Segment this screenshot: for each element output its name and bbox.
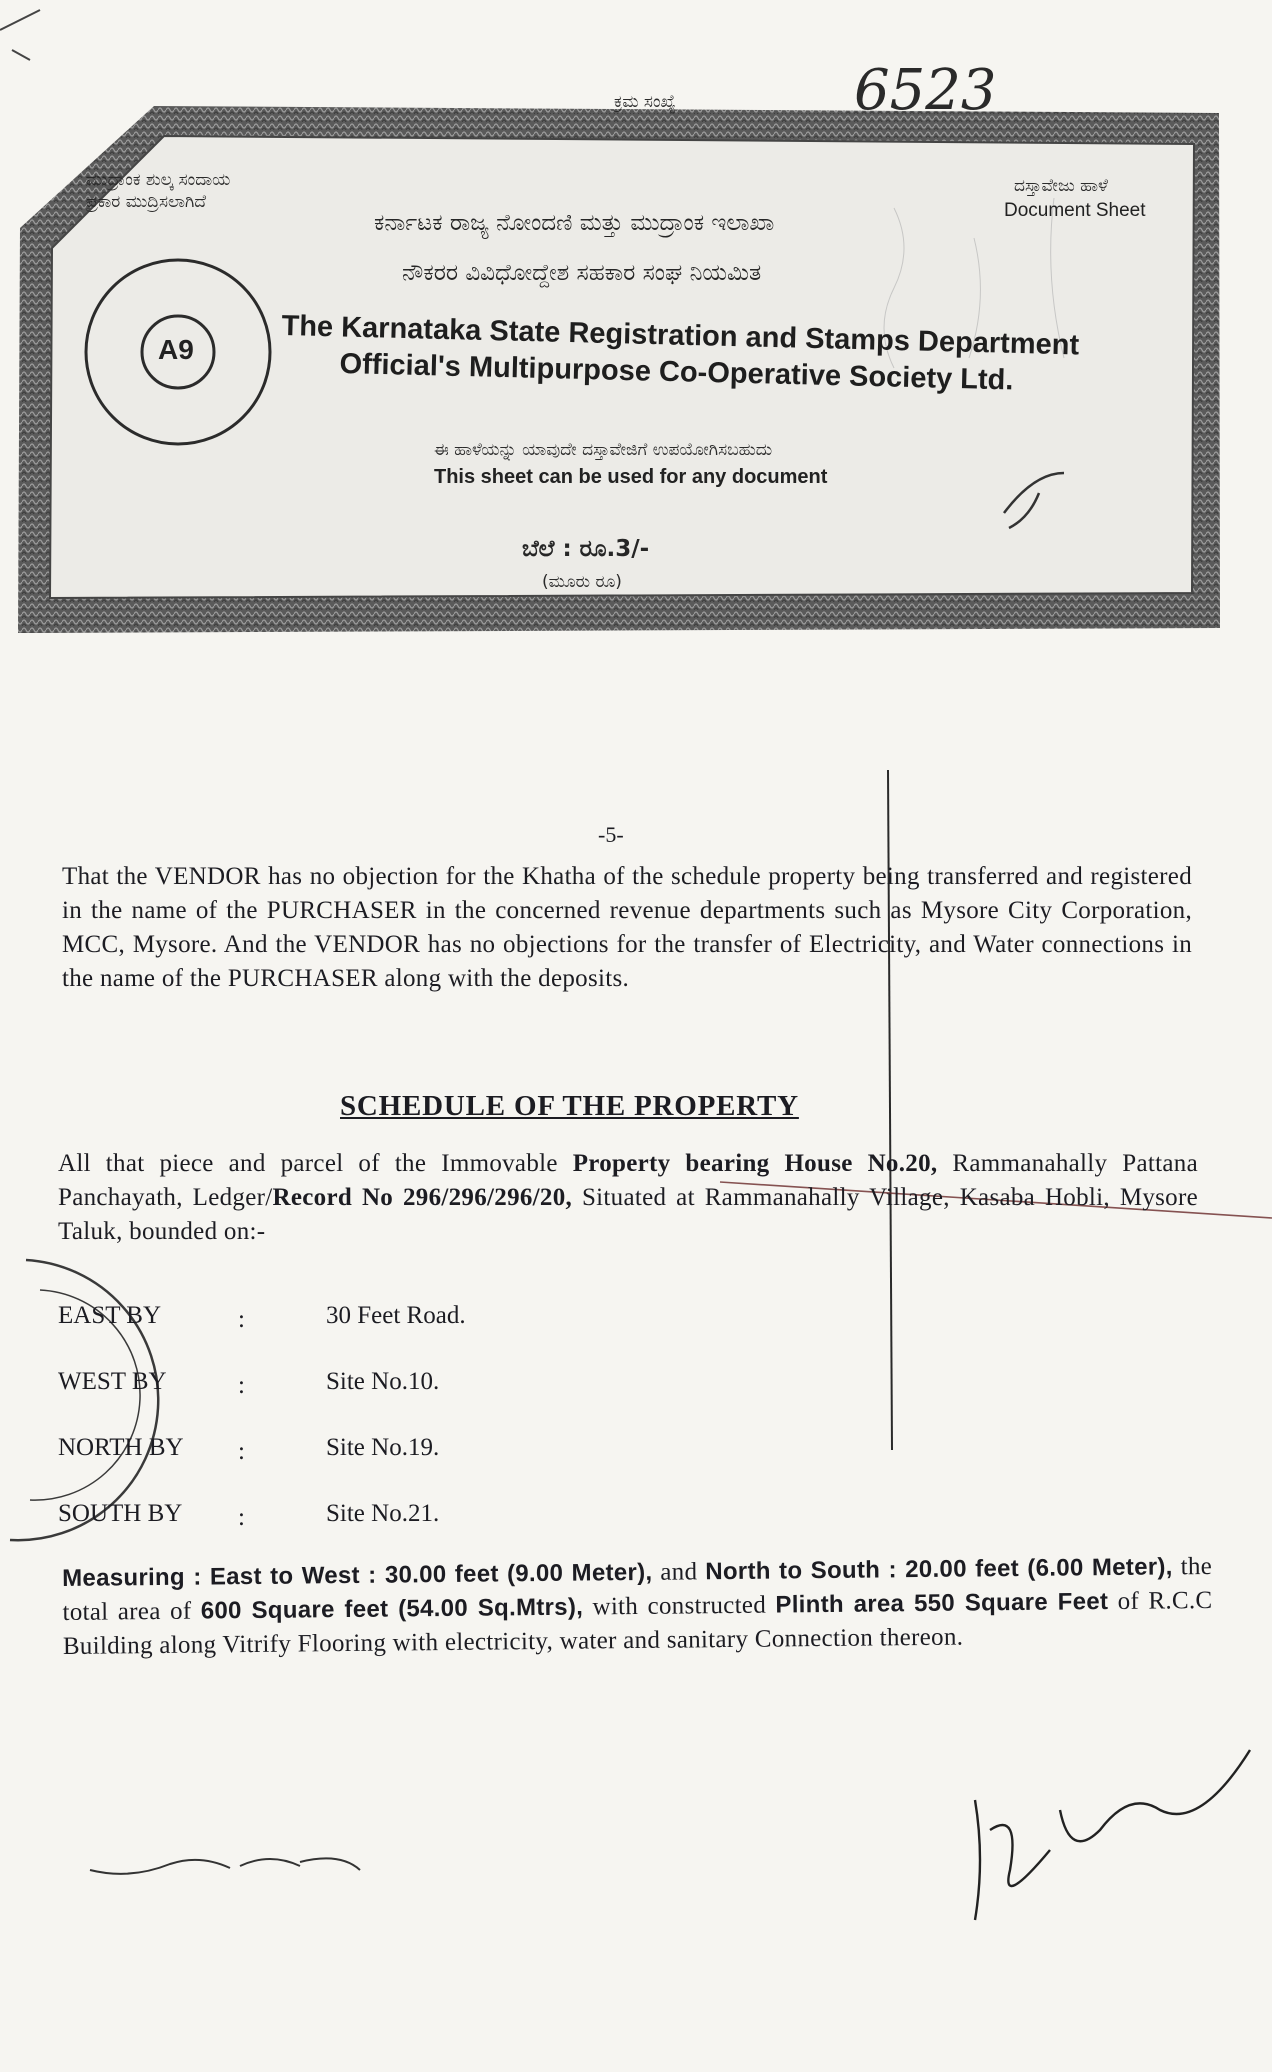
boundary-colon: : (238, 1504, 245, 1531)
boundary-direction: NORTH BY (58, 1434, 184, 1461)
boundary-value: 30 Feet Road. (326, 1302, 466, 1329)
serial-prefix: ಕ್ರಮ ಸಂಖ್ಯೆ (614, 92, 676, 112)
dept-name-english-2: Official's Multipurpose Co-Operative Society Ltd. (339, 348, 1014, 397)
seal-code: A9 (158, 334, 194, 365)
serial-number: 6523 (854, 58, 997, 123)
description-house-no: Property bearing House No.20, (572, 1150, 938, 1177)
boundary-value: Site No.19. (326, 1434, 440, 1461)
schedule-heading: SCHEDULE OF THE PROPERTY (340, 1090, 799, 1122)
document-sheet-english: Document Sheet (1004, 200, 1146, 221)
boundary-colon: : (238, 1438, 245, 1465)
boundary-colon: : (238, 1306, 245, 1333)
boundary-value: Site No.21. (326, 1500, 440, 1527)
boundary-row (58, 1368, 758, 1434)
description-post: Situated at Rammanahally Village, Kasaba Hobli, Mysore Taluk, bounded on:- (58, 1184, 1199, 1245)
stamp-duty-note-1: ಮುದ್ರಾಂಕ ಶುಲ್ಕ ಸಂದಾಯ (86, 170, 231, 190)
property-description (58, 1147, 1198, 1249)
usage-note-kannada: ಈ ಹಾಳೆಯನ್ನು ಯಾವುದೇ ದಸ್ತಾವೇಜಿಗೆ ಉಪಯೋಗಿಸಬಹುದು (434, 440, 773, 460)
boundary-direction: WEST BY (58, 1368, 167, 1395)
boundary-direction: SOUTH BY (58, 1500, 183, 1527)
stamp-price: ಬೆಲೆ : ರೂ.3/- (522, 536, 650, 562)
measure-text: the total area of (62, 1552, 1213, 1626)
stamp-price-words: (ಮೂರು ರೂ) (542, 572, 622, 592)
boundary-value: Site No.10. (326, 1368, 440, 1395)
boundary-row (58, 1434, 758, 1500)
usage-note-english: This sheet can be used for any document (434, 466, 828, 488)
boundary-direction: EAST BY (58, 1302, 162, 1329)
measure-text: of R.C.C Building along Vitrify Flooring with electricity, water and sanitary Connection thereon. (62, 1586, 1213, 1660)
boundaries-list (58, 1302, 758, 1566)
measure-north-south: North to South : 20.00 feet (6.00 Meter), (705, 1553, 1173, 1586)
description-mid: Rammanahally Pattana Panchayath, Ledger/ (58, 1150, 1198, 1211)
description-pre: All that piece and parcel of the Immovable (58, 1150, 573, 1177)
boundary-colon: : (238, 1372, 245, 1399)
description-record-no: Record No 296/296/296/20, (272, 1184, 573, 1211)
stamp-duty-note-2: ಪ್ರಕಾರ ಮುದ್ರಿಸಲಾಗಿದೆ (86, 192, 207, 212)
measure-total-area: 600 Square feet (54.00 Sq.Mtrs), (200, 1593, 584, 1625)
boundary-row (58, 1302, 758, 1368)
dept-name-kannada-1: ಕರ್ನಾಟಕ ರಾಜ್ಯ ನೋಂದಣಿ ಮತ್ತು ಮುದ್ರಾಂಕ ಇಲಾಖಾ (374, 210, 775, 236)
vendor-clause: That the VENDOR has no objection for the Khatha of the schedule property being transferred and registered in the name of the PURCHASER in the concerned revenue departments such as Mysore City Corporation, MCC, Mysore. And the VENDOR has no objections for the transfer of Electricity, and Water connections in the name of the PURCHASER along with the deposits. (62, 863, 1192, 992)
measure-text: and (652, 1558, 706, 1586)
dept-name-english-1: The Karnataka State Registration and Stamps Department (281, 310, 1080, 362)
document-sheet-kannada: ದಸ್ತಾವೇಜು ಹಾಳೆ (1014, 176, 1108, 196)
measure-east-west: Measuring : East to West : 30.00 feet (9.00 Meter), (62, 1558, 653, 1592)
measurement-clause (62, 1550, 1213, 1664)
measure-text: with constructed (582, 1591, 776, 1621)
page-number: -5- (598, 822, 624, 847)
measure-plinth-area: Plinth area 550 Square Feet (775, 1588, 1109, 1619)
dept-name-kannada-2: ನೌಕರರ ವಿವಿಧೋದ್ದೇಶ ಸಹಕಾರ ಸಂಘ ನಿಯಮಿತ (402, 260, 762, 286)
